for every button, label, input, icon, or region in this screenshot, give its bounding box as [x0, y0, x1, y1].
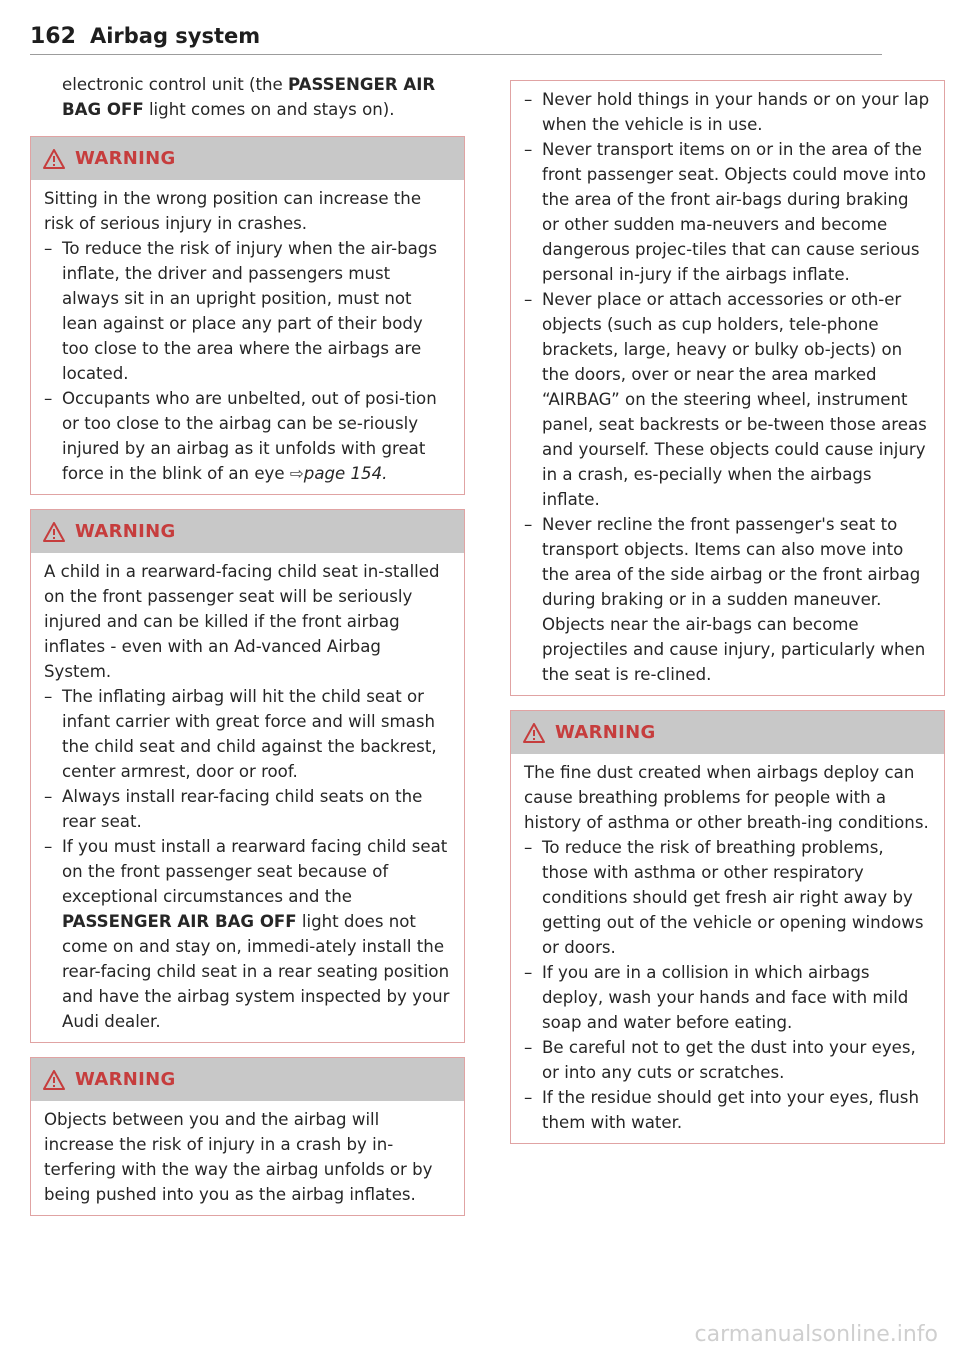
- warning-header: [31, 510, 464, 553]
- list-item: – If you must install a rearward facing child seat on the front passenger seat because of exceptional circumstances and the PASSENGER AIR BAG OFF light does not come on and stay on, immedi-ately install the rear-facing child seat in a rear seating position and have the airbag system inspected by your Audi dealer.: [44, 834, 450, 1034]
- warning-text: Objects between you and the airbag will increase the risk of injury in a crash by in-terfering with the way the airbag unfolds or by being pushed into you as the airbag inflates.: [44, 1110, 433, 1204]
- warning-header: [31, 1058, 464, 1101]
- warning-triangle-icon: [43, 522, 65, 542]
- list-item: – To reduce the risk of breathing problems, those with asthma or other respiratory conditions should get fresh air right away by getting out of the vehicle or opening windows or doors.: [524, 835, 930, 960]
- page-header: [30, 24, 882, 49]
- list-item: – Always install rear-facing child seats on the rear seat.: [44, 784, 450, 834]
- warning-box-seating: [30, 136, 465, 495]
- warning-title: WARNING: [75, 521, 176, 542]
- list-item: – If you are in a collision in which airbags deploy, wash your hands and face with mild soap and water before eating.: [524, 960, 930, 1035]
- warning-list: [524, 87, 930, 687]
- warning-box-objects: [30, 1057, 465, 1216]
- section-title: Airbag system: [89, 24, 261, 48]
- warning-triangle-icon: [523, 723, 545, 743]
- warning-triangle-icon: [43, 149, 65, 169]
- warning-title: WARNING: [75, 148, 176, 169]
- list-item: – If the residue should get into your eyes, flush them with water.: [524, 1085, 930, 1135]
- warning-triangle-icon: [43, 1070, 65, 1090]
- warning-title: WARNING: [555, 722, 656, 743]
- page-number: 162: [30, 24, 76, 49]
- warning-list: [44, 236, 450, 486]
- warning-title: WARNING: [75, 1069, 176, 1090]
- list-item: – Occupants who are unbelted, out of posi-tion or too close to the airbag can be se-riously injured by an airbag as it unfolds with great force in the blink of an eye ⇨page 154.: [44, 386, 450, 486]
- list-item: – Never recline the front passenger's seat to transport objects. Items can also move into the area of the side airbag or the front airbag during braking or in a sudden maneuver. Objects near the air-bags can become projectiles and cause injury, particularly when the seat is re-clined.: [524, 512, 930, 687]
- header-divider: [30, 54, 882, 55]
- warning-box-child-seat: [30, 509, 465, 1043]
- watermark: carmanualsonline.info: [694, 1322, 938, 1347]
- left-column: [30, 72, 465, 1216]
- arrow-right-icon: ⇨: [289, 464, 304, 483]
- warning-body: [31, 180, 464, 494]
- list-item: – The inflating airbag will hit the child seat or infant carrier with great force and will smash the child seat and child against the backrest, center armrest, door or roof.: [44, 684, 450, 784]
- warning-header: [511, 711, 944, 754]
- warning-list: [524, 835, 930, 1135]
- warning-body: [511, 754, 944, 1143]
- warning-text: A child in a rearward-facing child seat in-stalled on the front passenger seat will be seriously injured and can be killed if the front airbag inflates - even with an Ad-vanced Airbag System.: [44, 562, 440, 681]
- warning-body: [31, 553, 464, 1042]
- warning-box-dust: [510, 710, 945, 1144]
- warning-text: The fine dust created when airbags deploy can cause breathing problems for people with a history of asthma or other breath-ing conditions.: [524, 763, 929, 832]
- warning-header: [31, 137, 464, 180]
- list-item: – Be careful not to get the dust into your eyes, or into any cuts or scratches.: [524, 1035, 930, 1085]
- warning-text: Sitting in the wrong position can increase the risk of serious injury in crashes.: [44, 189, 422, 233]
- warning-body: [31, 1101, 464, 1215]
- indicator-name: PASSENGER AIR BAG OFF: [62, 912, 297, 931]
- list-item: – To reduce the risk of injury when the air-bags inflate, the driver and passengers must always sit in an upright position, must not lean against or place any part of their body too close to the area where the airbags are located.: [44, 236, 450, 386]
- indicator-name: PASSENGER AIR BAG OFF: [62, 75, 436, 119]
- intro-paragraph: electronic control unit (the PASSENGER AIR BAG OFF light comes on and stays on).: [62, 75, 436, 119]
- page-reference[interactable]: ⇨page 154.: [289, 464, 388, 483]
- warning-list: [44, 684, 450, 1034]
- list-item: – Never place or attach accessories or oth-er objects (such as cup holders, tele-phone brackets, large, heavy or bulky ob-jects) on the doors, over or near the area marked “AIRBAG” on the steering wheel, instrument panel, seat backrests or be-tween those areas and yourself. These objects could cause injury in a crash, es-pecially when the airbags inflate.: [524, 287, 930, 512]
- right-column: [510, 80, 945, 1144]
- warning-continuation-box: [510, 80, 945, 696]
- list-item: – Never hold things in your hands or on your lap when the vehicle is in use.: [524, 87, 930, 137]
- list-item: – Never transport items on or in the area of the front passenger seat. Objects could move into the area of the front air-bags during braking or other sudden ma-neuvers and become dangerous projec-tiles that can cause serious personal in-jury if the airbags inflate.: [524, 137, 930, 287]
